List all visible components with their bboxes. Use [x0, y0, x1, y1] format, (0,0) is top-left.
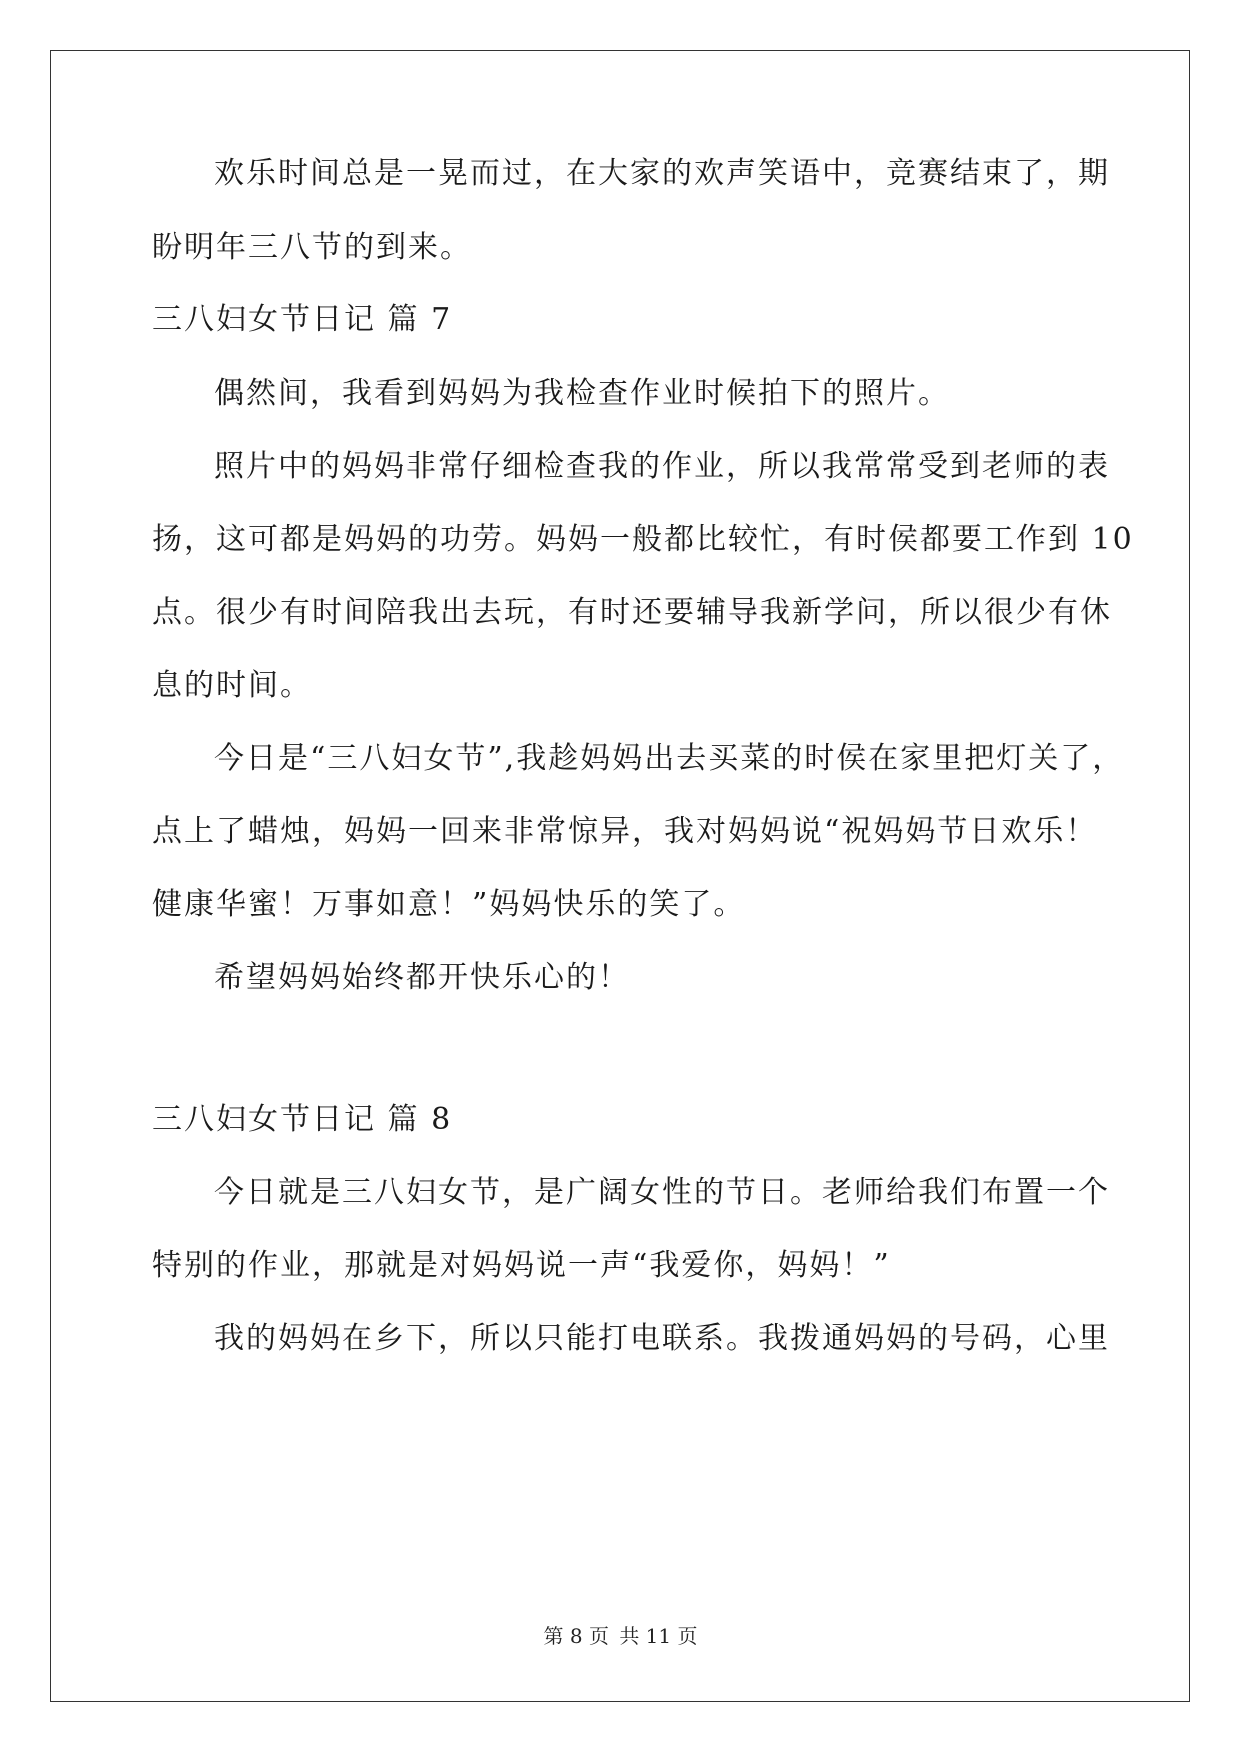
page-footer: [0, 1620, 1241, 1649]
section-heading: 三八妇女节日记 篇 7: [152, 302, 453, 337]
page-border: [50, 50, 1190, 1702]
paragraph-line: 扬，这可都是妈妈的功劳。妈妈一般都比较忙，有时侯都要工作到 10: [152, 522, 1134, 557]
paragraph-line: 盼明年三八节的到来。: [152, 230, 472, 265]
paragraph-line: 希望妈妈始终都开快乐心的！: [214, 960, 630, 995]
paragraph-line: 欢乐时间总是一晃而过，在大家的欢声笑语中，竞赛结束了，期: [214, 156, 1110, 191]
paragraph-line: 我的妈妈在乡下，所以只能打电联系。我拨通妈妈的号码，心里: [214, 1321, 1110, 1356]
paragraph-line: 点上了蜡烛，妈妈一回来非常惊异，我对妈妈说“祝妈妈节日欢乐！: [152, 814, 1098, 849]
page-total: 共 11 页: [619, 1624, 698, 1648]
paragraph-line: 偶然间，我看到妈妈为我检查作业时候拍下的照片。: [214, 376, 950, 411]
paragraph-line: 今日是“三八妇女节”,我趁妈妈出去买菜的时侯在家里把灯关了，: [214, 741, 1125, 776]
paragraph-line: 息的时间。: [152, 668, 312, 703]
paragraph-line: 点。很少有时间陪我出去玩，有时还要辅导我新学问，所以很少有休: [152, 595, 1112, 630]
section-heading: 三八妇女节日记 篇 8: [152, 1102, 453, 1137]
paragraph-line: 特别的作业，那就是对妈妈说一声“我爱你，妈妈！”: [152, 1248, 891, 1283]
paragraph-line: 照片中的妈妈非常仔细检查我的作业，所以我常常受到老师的表: [214, 449, 1110, 484]
paragraph-line: 健康华蜜！万事如意！”妈妈快乐的笑了。: [152, 887, 746, 922]
page-number: 第 8 页: [543, 1624, 609, 1648]
paragraph-line: 今日就是三八妇女节，是广阔女性的节日。老师给我们布置一个: [214, 1175, 1110, 1210]
